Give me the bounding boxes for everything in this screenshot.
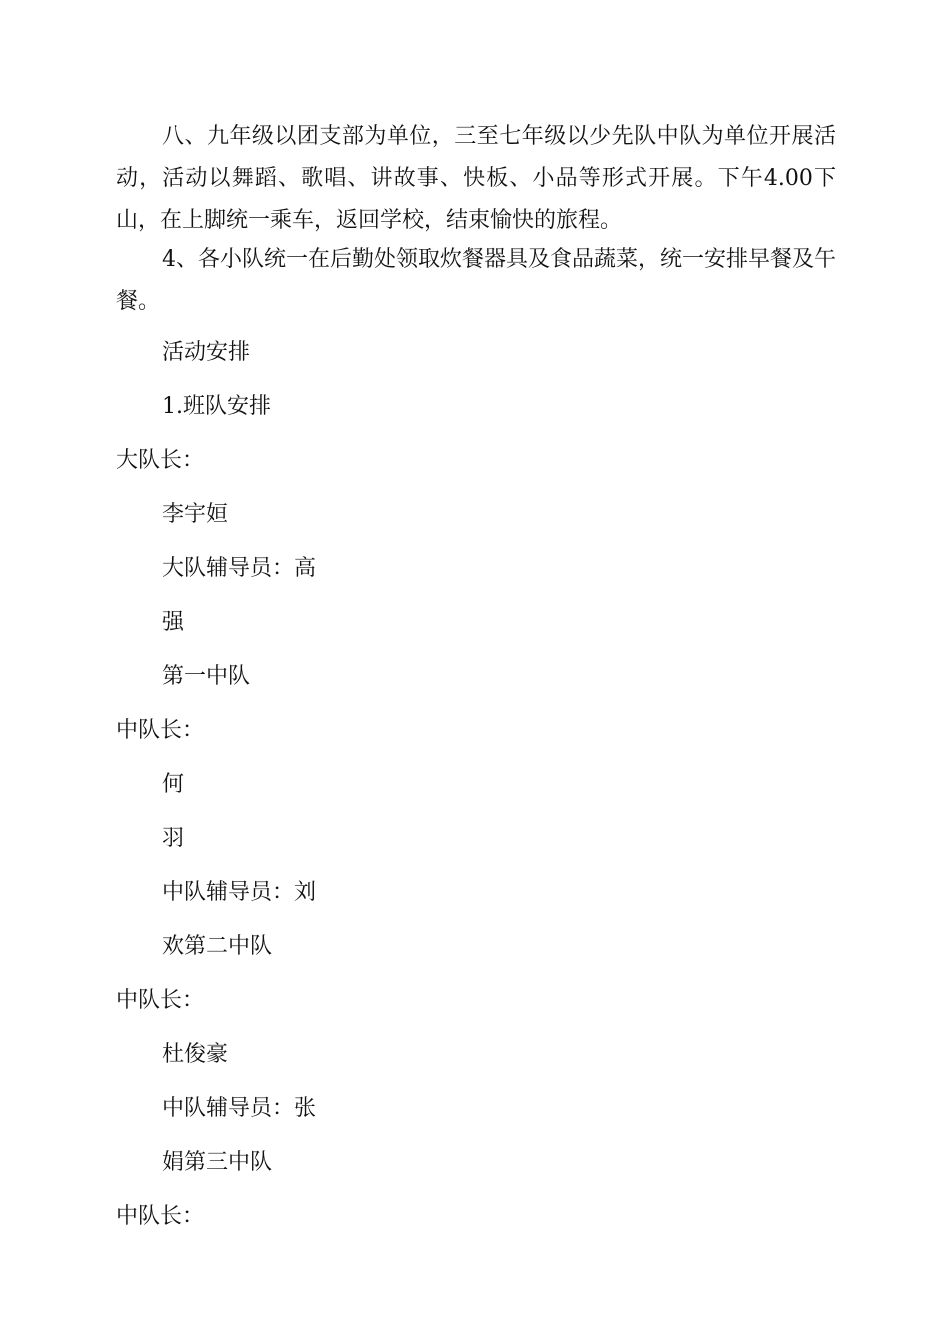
- label-squadron-leader-1: 中队长：: [116, 718, 205, 743]
- label-squadron-counselor-1: 中队辅导员：刘: [162, 880, 317, 905]
- subheading-class-arrangement: 1.班队安排: [162, 394, 271, 419]
- paragraph-meal-arrangement: 4、各小队统一在后勤处领取炊餐器具及食品蔬菜，统一安排早餐及午餐。: [116, 247, 836, 314]
- heading-third-squadron: 娟第三中队: [162, 1150, 273, 1175]
- paragraph-activity-format: 八、九年级以团支部为单位，三至七年级以少先队中队为单位开展活动，活动以舞蹈、歌唱、讲故事、快板、小品等形式开展。下午4.00下山，在上脚统一乘车，返回学校，结束愉快的旅程。: [116, 124, 836, 233]
- section-heading-activity-arrangement: 活动安排: [162, 340, 251, 365]
- name-brigade-counselor-cont: 强: [162, 610, 185, 635]
- label-squadron-leader-2: 中队长：: [116, 988, 205, 1013]
- label-squadron-leader-3: 中队长：: [116, 1204, 205, 1229]
- heading-first-squadron: 第一中队: [162, 664, 251, 689]
- name-squadron-leader-2: 杜俊豪: [162, 1042, 229, 1067]
- name-squadron-leader-1b: 羽: [162, 826, 185, 851]
- name-squadron-leader-1a: 何: [162, 772, 185, 797]
- heading-second-squadron: 欢第二中队: [162, 934, 273, 959]
- label-brigade-counselor: 大队辅导员：高: [162, 556, 317, 581]
- label-squadron-counselor-2: 中队辅导员：张: [162, 1096, 317, 1121]
- name-brigade-leader: 李宇姮: [162, 502, 229, 527]
- label-brigade-leader: 大队长：: [116, 448, 205, 473]
